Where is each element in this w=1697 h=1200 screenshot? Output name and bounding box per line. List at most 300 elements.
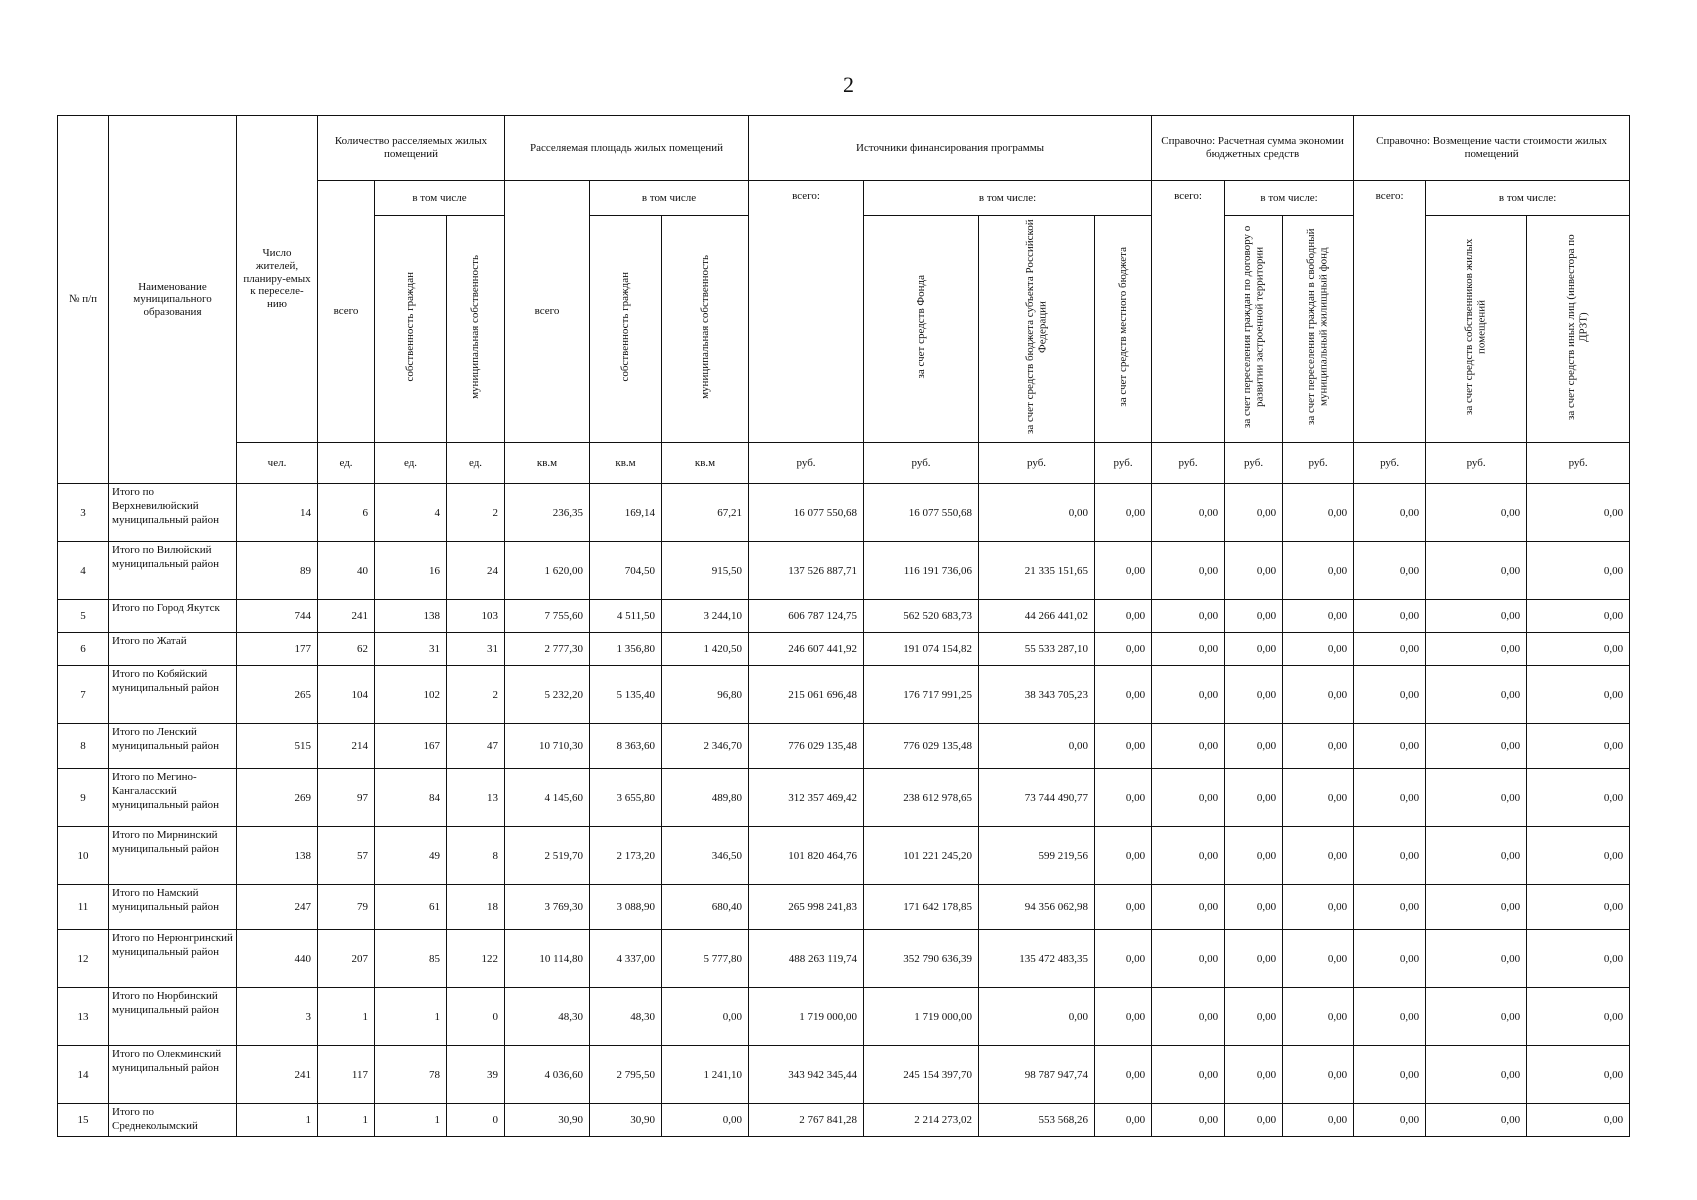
row-number: 10	[58, 827, 109, 885]
table-row	[58, 1046, 1630, 1104]
row-value: 0,00	[1152, 484, 1225, 542]
row-value: 1 420,50	[662, 633, 749, 666]
row-value: 24	[447, 542, 505, 600]
row-value: 0,00	[1283, 542, 1354, 600]
row-value: 0,00	[1354, 1104, 1426, 1137]
unit-cell: руб.	[1095, 443, 1152, 484]
row-value: 5 232,20	[505, 666, 590, 724]
header-area-municipal: муниципальная собственность	[662, 216, 749, 443]
row-value: 0,00	[1426, 827, 1527, 885]
row-value: 78	[375, 1046, 447, 1104]
row-value: 0,00	[1354, 885, 1426, 930]
row-value: 0,00	[1354, 666, 1426, 724]
row-value: 0,00	[1095, 724, 1152, 769]
header-units-municipal: муниципальная собственность	[447, 216, 505, 443]
row-number: 9	[58, 769, 109, 827]
row-value: 776 029 135,48	[864, 724, 979, 769]
row-value: 0,00	[1095, 988, 1152, 1046]
header-savings-contract: за счет переселения граждан по договору о развитии застроенной территории	[1225, 216, 1283, 443]
row-value: 0,00	[1426, 1046, 1527, 1104]
row-value: 2 519,70	[505, 827, 590, 885]
row-value: 48,30	[590, 988, 662, 1046]
row-value: 89	[237, 542, 318, 600]
row-value: 4 337,00	[590, 930, 662, 988]
row-value: 0,00	[1283, 484, 1354, 542]
row-number: 11	[58, 885, 109, 930]
row-value: 0,00	[1152, 1104, 1225, 1137]
header-area-citizens: собственность граждан	[590, 216, 662, 443]
row-value: 0,00	[1152, 724, 1225, 769]
header-units-citizens: собственность граждан	[375, 216, 447, 443]
row-value: 5 135,40	[590, 666, 662, 724]
row-value: 915,50	[662, 542, 749, 600]
row-value: 0,00	[979, 724, 1095, 769]
row-value: 0,00	[1283, 724, 1354, 769]
row-value: 0,00	[1426, 666, 1527, 724]
row-value: 16 077 550,68	[864, 484, 979, 542]
row-value: 8	[447, 827, 505, 885]
header-savings-including: в том числе:	[1225, 181, 1354, 216]
row-value: 704,50	[590, 542, 662, 600]
row-value: 0,00	[1426, 885, 1527, 930]
row-value: 0,00	[1225, 484, 1283, 542]
row-value: 1	[375, 1104, 447, 1137]
row-value: 1 356,80	[590, 633, 662, 666]
row-value: 102	[375, 666, 447, 724]
row-value: 269	[237, 769, 318, 827]
row-value: 94 356 062,98	[979, 885, 1095, 930]
row-value: 3 769,30	[505, 885, 590, 930]
row-value: 3 088,90	[590, 885, 662, 930]
row-value: 0,00	[1426, 484, 1527, 542]
row-value: 0,00	[1426, 988, 1527, 1046]
row-value: 0,00	[1527, 827, 1630, 885]
row-value: 0,00	[1354, 633, 1426, 666]
row-value: 0,00	[1225, 1046, 1283, 1104]
row-number: 8	[58, 724, 109, 769]
table-row	[58, 827, 1630, 885]
row-value: 49	[375, 827, 447, 885]
row-value: 18	[447, 885, 505, 930]
row-value: 0,00	[1426, 600, 1527, 633]
row-name: Итого по Ленский муниципальный район	[109, 724, 237, 769]
row-value: 31	[447, 633, 505, 666]
row-value: 0,00	[1095, 600, 1152, 633]
row-value: 214	[318, 724, 375, 769]
row-value: 0,00	[1095, 666, 1152, 724]
row-value: 246 607 441,92	[749, 633, 864, 666]
row-number: 14	[58, 1046, 109, 1104]
row-value: 4 036,60	[505, 1046, 590, 1104]
row-value: 0,00	[1283, 769, 1354, 827]
row-value: 0,00	[662, 1104, 749, 1137]
row-value: 101 820 464,76	[749, 827, 864, 885]
unit-cell: ед.	[375, 443, 447, 484]
row-value: 96,80	[662, 666, 749, 724]
row-value: 343 942 345,44	[749, 1046, 864, 1104]
row-value: 3 655,80	[590, 769, 662, 827]
row-value: 0,00	[1225, 666, 1283, 724]
row-value: 207	[318, 930, 375, 988]
row-value: 0,00	[1225, 827, 1283, 885]
header-units-including: в том числе	[375, 181, 505, 216]
row-value: 0,00	[1527, 724, 1630, 769]
row-name: Итого по Кобяйский муниципальный район	[109, 666, 237, 724]
row-value: 599 219,56	[979, 827, 1095, 885]
row-value: 1	[237, 1104, 318, 1137]
unit-cell: руб.	[1527, 443, 1630, 484]
table-body	[58, 484, 1630, 1137]
row-value: 0	[447, 1104, 505, 1137]
row-value: 0,00	[1426, 542, 1527, 600]
unit-cell: кв.м	[505, 443, 590, 484]
table-row	[58, 930, 1630, 988]
row-value: 0,00	[1527, 542, 1630, 600]
row-value: 2 346,70	[662, 724, 749, 769]
header-finance-subject: за счет средств бюджета субъекта Российской Федерации	[979, 216, 1095, 443]
row-value: 137 526 887,71	[749, 542, 864, 600]
row-value: 2 214 273,02	[864, 1104, 979, 1137]
row-value: 8 363,60	[590, 724, 662, 769]
row-value: 98 787 947,74	[979, 1046, 1095, 1104]
row-value: 44 266 441,02	[979, 600, 1095, 633]
unit-cell: руб.	[979, 443, 1095, 484]
unit-cell: руб.	[749, 443, 864, 484]
row-name: Итого по Среднеколымский	[109, 1104, 237, 1137]
row-value: 101 221 245,20	[864, 827, 979, 885]
row-value: 39	[447, 1046, 505, 1104]
header-finance-total: всего:	[749, 181, 864, 443]
header-group-compensation: Справочно: Возмещение части стоимости жилых помещений	[1354, 116, 1630, 181]
row-value: 0,00	[1095, 1104, 1152, 1137]
row-value: 1	[375, 988, 447, 1046]
row-name: Итого по Намский муниципальный район	[109, 885, 237, 930]
row-value: 0,00	[1426, 724, 1527, 769]
row-value: 0,00	[1152, 666, 1225, 724]
row-value: 0,00	[1354, 724, 1426, 769]
row-value: 352 790 636,39	[864, 930, 979, 988]
unit-cell: кв.м	[662, 443, 749, 484]
unit-cell: ед.	[318, 443, 375, 484]
row-value: 0,00	[1354, 484, 1426, 542]
header-name: Наименование муниципального образования	[109, 116, 237, 484]
row-value: 0,00	[1095, 484, 1152, 542]
row-value: 265	[237, 666, 318, 724]
row-value: 0,00	[1152, 1046, 1225, 1104]
row-value: 0,00	[979, 988, 1095, 1046]
header-finance-including: в том числе:	[864, 181, 1152, 216]
row-value: 0,00	[1283, 633, 1354, 666]
header-comp-total: всего:	[1354, 181, 1426, 443]
row-value: 0,00	[1527, 930, 1630, 988]
row-number: 15	[58, 1104, 109, 1137]
row-value: 488 263 119,74	[749, 930, 864, 988]
table-row	[58, 542, 1630, 600]
table-row	[58, 484, 1630, 542]
row-value: 0,00	[1527, 769, 1630, 827]
row-value: 515	[237, 724, 318, 769]
row-value: 0,00	[1527, 1046, 1630, 1104]
unit-cell: чел.	[237, 443, 318, 484]
row-value: 776 029 135,48	[749, 724, 864, 769]
row-value: 191 074 154,82	[864, 633, 979, 666]
row-value: 312 357 469,42	[749, 769, 864, 827]
row-value: 73 744 490,77	[979, 769, 1095, 827]
header-area-total: всего	[505, 181, 590, 443]
row-value: 79	[318, 885, 375, 930]
row-name: Итого по Нюрбинский муниципальный район	[109, 988, 237, 1046]
row-value: 0,00	[1527, 988, 1630, 1046]
row-value: 47	[447, 724, 505, 769]
row-value: 0,00	[1225, 633, 1283, 666]
row-value: 16 077 550,68	[749, 484, 864, 542]
row-number: 13	[58, 988, 109, 1046]
row-number: 3	[58, 484, 109, 542]
resettlement-table	[57, 115, 1630, 1137]
header-comp-owners: за счет средств собственников жилых помещений	[1426, 216, 1527, 443]
row-value: 14	[237, 484, 318, 542]
row-value: 0,00	[1527, 885, 1630, 930]
row-value: 0,00	[1283, 1046, 1354, 1104]
header-group-finance: Источники финансирования программы	[749, 116, 1152, 181]
row-value: 21 335 151,65	[979, 542, 1095, 600]
row-value: 0,00	[1095, 827, 1152, 885]
row-value: 1 241,10	[662, 1046, 749, 1104]
row-name: Итого по Олекминский муниципальный район	[109, 1046, 237, 1104]
row-value: 122	[447, 930, 505, 988]
row-value: 0,00	[1095, 542, 1152, 600]
row-value: 61	[375, 885, 447, 930]
row-value: 346,50	[662, 827, 749, 885]
row-value: 245 154 397,70	[864, 1046, 979, 1104]
row-name: Итого по Мегино-Кангаласский муниципальный район	[109, 769, 237, 827]
row-value: 0,00	[1354, 542, 1426, 600]
header-savings-total: всего:	[1152, 181, 1225, 443]
row-number: 6	[58, 633, 109, 666]
row-value: 0,00	[1225, 1104, 1283, 1137]
unit-cell: руб.	[1283, 443, 1354, 484]
row-value: 67,21	[662, 484, 749, 542]
header-num: № п/п	[58, 116, 109, 484]
unit-cell: ед.	[447, 443, 505, 484]
row-value: 1 620,00	[505, 542, 590, 600]
row-value: 16	[375, 542, 447, 600]
row-name: Итого по Верхневилюйский муниципальный район	[109, 484, 237, 542]
row-value: 0,00	[1283, 930, 1354, 988]
row-value: 55 533 287,10	[979, 633, 1095, 666]
row-value: 3	[237, 988, 318, 1046]
table-row	[58, 988, 1630, 1046]
row-value: 6	[318, 484, 375, 542]
row-value: 0,00	[1225, 542, 1283, 600]
row-value: 171 642 178,85	[864, 885, 979, 930]
header-comp-other: за счет средств иных лиц (инвестора по ДРЗТ)	[1527, 216, 1630, 443]
row-number: 7	[58, 666, 109, 724]
header-residents: Число жителей, планиру-емых к переселе-нию	[237, 116, 318, 443]
row-value: 1 719 000,00	[749, 988, 864, 1046]
row-value: 0,00	[1527, 484, 1630, 542]
row-value: 0,00	[1527, 1104, 1630, 1137]
row-value: 0,00	[1152, 542, 1225, 600]
header-comp-including: в том числе:	[1426, 181, 1630, 216]
row-value: 13	[447, 769, 505, 827]
row-value: 0,00	[662, 988, 749, 1046]
row-value: 0,00	[1354, 1046, 1426, 1104]
row-value: 0,00	[1095, 633, 1152, 666]
row-value: 167	[375, 724, 447, 769]
row-value: 0,00	[1527, 633, 1630, 666]
row-value: 241	[237, 1046, 318, 1104]
row-value: 744	[237, 600, 318, 633]
row-value: 2 173,20	[590, 827, 662, 885]
row-value: 176 717 991,25	[864, 666, 979, 724]
row-value: 177	[237, 633, 318, 666]
row-value: 2 777,30	[505, 633, 590, 666]
row-value: 85	[375, 930, 447, 988]
row-value: 169,14	[590, 484, 662, 542]
row-value: 247	[237, 885, 318, 930]
row-value: 236,35	[505, 484, 590, 542]
table-row	[58, 769, 1630, 827]
row-value: 0,00	[1152, 885, 1225, 930]
row-value: 2	[447, 666, 505, 724]
row-value: 30,90	[505, 1104, 590, 1137]
row-value: 0,00	[1225, 769, 1283, 827]
header-group-area: Расселяемая площадь жилых помещений	[505, 116, 749, 181]
unit-cell: руб.	[1426, 443, 1527, 484]
row-value: 138	[375, 600, 447, 633]
row-value: 4 511,50	[590, 600, 662, 633]
row-value: 3 244,10	[662, 600, 749, 633]
row-value: 0,00	[1426, 769, 1527, 827]
row-value: 0,00	[1527, 600, 1630, 633]
row-value: 0,00	[1283, 600, 1354, 633]
table-row	[58, 633, 1630, 666]
row-value: 0,00	[1225, 988, 1283, 1046]
row-value: 0,00	[1152, 988, 1225, 1046]
row-value: 104	[318, 666, 375, 724]
row-value: 2 795,50	[590, 1046, 662, 1104]
row-value: 4	[375, 484, 447, 542]
unit-cell: руб.	[1152, 443, 1225, 484]
row-value: 0,00	[1283, 1104, 1354, 1137]
row-number: 4	[58, 542, 109, 600]
row-value: 489,80	[662, 769, 749, 827]
row-value: 2 767 841,28	[749, 1104, 864, 1137]
row-value: 0,00	[1354, 769, 1426, 827]
header-group-units: Количество расселяемых жилых помещений	[318, 116, 505, 181]
row-value: 0,00	[979, 484, 1095, 542]
row-name: Итого по Мирнинский муниципальный район	[109, 827, 237, 885]
row-value: 0,00	[1283, 885, 1354, 930]
row-number: 5	[58, 600, 109, 633]
row-value: 1	[318, 988, 375, 1046]
unit-cell: кв.м	[590, 443, 662, 484]
row-name: Итого по Жатай	[109, 633, 237, 666]
row-value: 4 145,60	[505, 769, 590, 827]
row-value: 0,00	[1283, 988, 1354, 1046]
row-value: 0,00	[1354, 600, 1426, 633]
row-value: 0,00	[1095, 885, 1152, 930]
header-finance-fund: за счет средств Фонда	[864, 216, 979, 443]
row-value: 680,40	[662, 885, 749, 930]
row-value: 0,00	[1095, 1046, 1152, 1104]
row-number: 12	[58, 930, 109, 988]
row-value: 606 787 124,75	[749, 600, 864, 633]
row-value: 562 520 683,73	[864, 600, 979, 633]
row-value: 38 343 705,23	[979, 666, 1095, 724]
row-value: 103	[447, 600, 505, 633]
row-value: 116 191 736,06	[864, 542, 979, 600]
row-value: 0	[447, 988, 505, 1046]
units-row	[58, 443, 1630, 484]
row-value: 40	[318, 542, 375, 600]
row-value: 31	[375, 633, 447, 666]
table-row	[58, 600, 1630, 633]
table-row	[58, 724, 1630, 769]
row-value: 84	[375, 769, 447, 827]
row-value: 215 061 696,48	[749, 666, 864, 724]
row-value: 0,00	[1152, 930, 1225, 988]
row-value: 7 755,60	[505, 600, 590, 633]
row-value: 0,00	[1354, 988, 1426, 1046]
row-value: 48,30	[505, 988, 590, 1046]
row-value: 117	[318, 1046, 375, 1104]
header-savings-free-fund: за счет переселения граждан в свободный муниципальный жилищный фонд	[1283, 216, 1354, 443]
row-value: 10 114,80	[505, 930, 590, 988]
page-number: 2	[843, 72, 854, 97]
row-value: 440	[237, 930, 318, 988]
row-value: 0,00	[1527, 666, 1630, 724]
row-value: 265 998 241,83	[749, 885, 864, 930]
table-row	[58, 885, 1630, 930]
row-value: 57	[318, 827, 375, 885]
row-value: 0,00	[1426, 1104, 1527, 1137]
row-value: 10 710,30	[505, 724, 590, 769]
row-value: 0,00	[1225, 724, 1283, 769]
row-value: 238 612 978,65	[864, 769, 979, 827]
unit-cell: руб.	[864, 443, 979, 484]
row-name: Итого по Вилюйский муниципальный район	[109, 542, 237, 600]
header-group-savings: Справочно: Расчетная сумма экономии бюджетных средств	[1152, 116, 1354, 181]
table-row	[58, 1104, 1630, 1137]
row-value: 138	[237, 827, 318, 885]
header-units-total: всего	[318, 181, 375, 443]
row-value: 0,00	[1354, 930, 1426, 988]
unit-cell: руб.	[1354, 443, 1426, 484]
row-value: 0,00	[1225, 930, 1283, 988]
unit-cell: руб.	[1225, 443, 1283, 484]
row-value: 0,00	[1283, 827, 1354, 885]
row-value: 0,00	[1152, 600, 1225, 633]
row-value: 0,00	[1426, 930, 1527, 988]
row-value: 0,00	[1095, 930, 1152, 988]
table-row	[58, 666, 1630, 724]
row-value: 30,90	[590, 1104, 662, 1137]
row-value: 241	[318, 600, 375, 633]
row-value: 0,00	[1152, 827, 1225, 885]
row-value: 62	[318, 633, 375, 666]
row-value: 0,00	[1283, 666, 1354, 724]
row-value: 5 777,80	[662, 930, 749, 988]
row-value: 0,00	[1225, 600, 1283, 633]
row-value: 0,00	[1354, 827, 1426, 885]
row-name: Итого по Город Якутск	[109, 600, 237, 633]
row-value: 135 472 483,35	[979, 930, 1095, 988]
row-value: 1	[318, 1104, 375, 1137]
row-value: 0,00	[1225, 885, 1283, 930]
row-value: 97	[318, 769, 375, 827]
